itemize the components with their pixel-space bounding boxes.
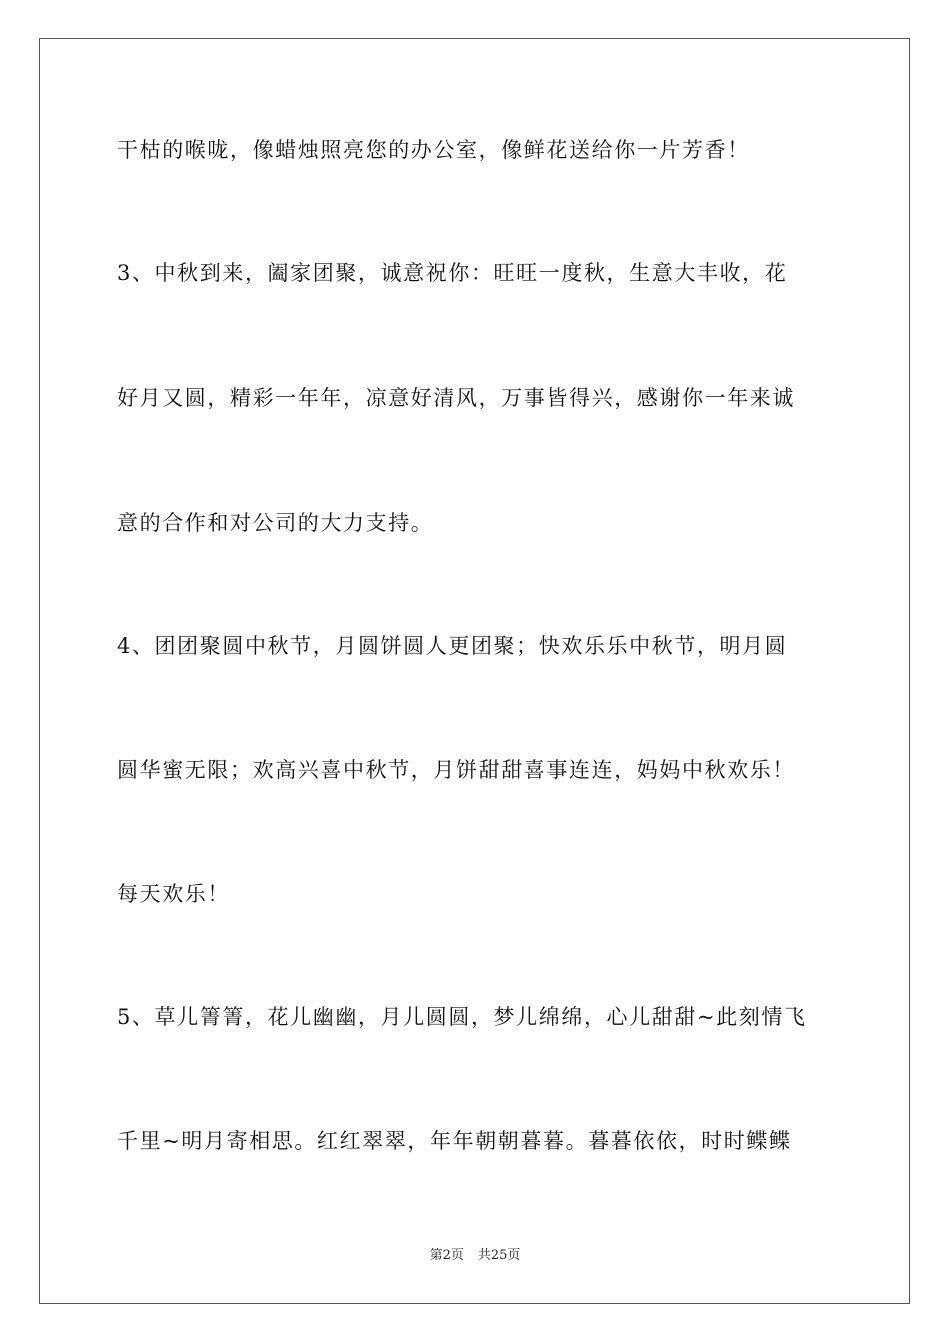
body-text-line: 意的合作和对公司的大力支持。	[117, 511, 434, 535]
body-text-line: 3、中秋到来，阖家团聚，诚意祝你：旺旺一度秋，生意大丰收，花	[117, 261, 788, 285]
body-text-line: 5、草儿箐箐，花儿幽幽，月儿圆圆，梦儿绵绵，心儿甜甜~此刻情飞	[117, 1005, 807, 1029]
body-text-line: 每天欢乐！	[117, 882, 230, 906]
body-text-line: 好月又圆，精彩一年年，凉意好清风，万事皆得兴，感谢你一年来诚	[117, 386, 795, 410]
page-footer	[0, 1247, 950, 1265]
page-total: 共25页	[477, 1248, 521, 1263]
body-text-line: 圆华蜜无限；欢高兴喜中秋节，月饼甜甜喜事连连，妈妈中秋欢乐！	[117, 758, 795, 782]
page-border	[39, 38, 910, 1304]
page-number: 第2页	[429, 1248, 464, 1263]
body-text-line: 干枯的喉咙，像蜡烛照亮您的办公室，像鲜花送给你一片芳香！	[117, 138, 750, 162]
body-text-line: 千里~明月寄相思。红红翠翠，年年朝朝暮暮。暮暮依依，时时鲽鲽	[117, 1129, 792, 1153]
body-text-line: 4、团团聚圆中秋节，月圆饼圆人更团聚；快欢乐乐中秋节，明月圆	[117, 634, 788, 658]
